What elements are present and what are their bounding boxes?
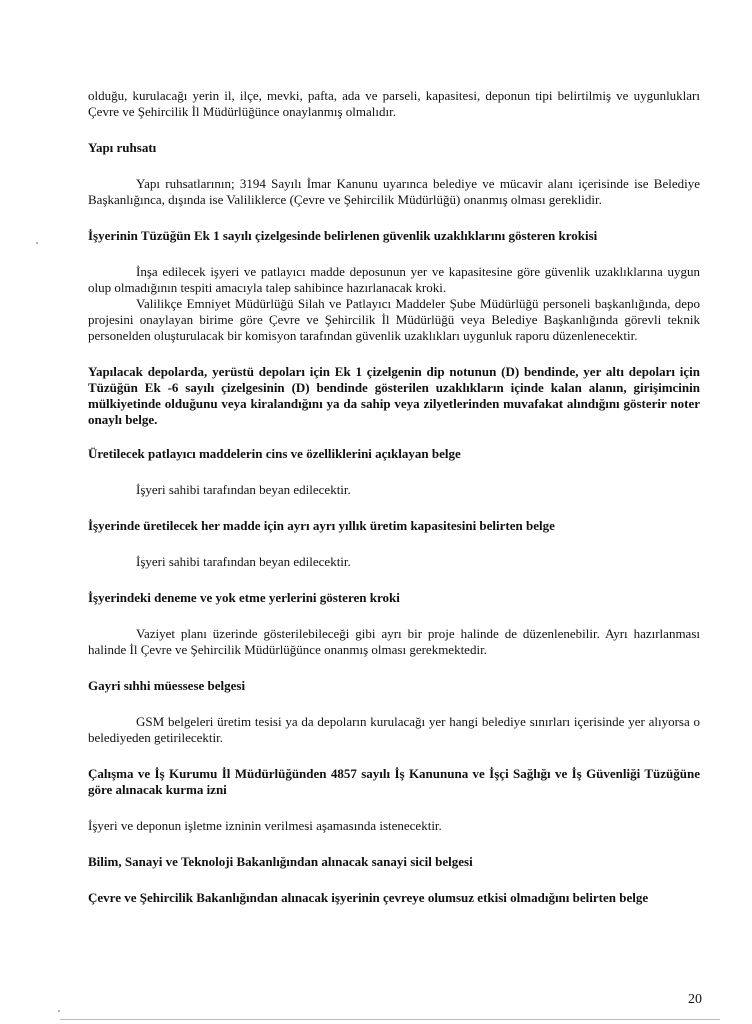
paragraph-owner-declaration-2: İşyeri sahibi tarafından beyan edilecektir. xyxy=(136,554,351,569)
heading-industry-registry: Bilim, Sanayi ve Teknoloji Bakanlığından alınacak sanayi sicil belgesi xyxy=(88,854,473,869)
paragraph-commission-report: Valilikçe Emniyet Müdürlüğü Silah ve Patlayıcı Maddeler Şube Müdürlüğü personeli başkanlığında, depo projesini onaylayan birime göre Çevre ve Şehircilik İl Müdürlüğü veya Belediye Başkanlığında görevli teknik personelden oluşturulacak bir komisyon tarafından güvenlik uzaklıkları uygunluk raporu düzenlenecektir. xyxy=(88,296,700,343)
heading-work-permit: Çalışma ve İş Kurumu İl Müdürlüğünden 4857 sayılı İş Kanununa ve İşçi Sağlığı ve İş Güvenliği Tüzüğüne göre alınacak kurma izni xyxy=(88,766,700,797)
heading-explosive-properties: Üretilecek patlayıcı maddelerin cins ve özelliklerini açıklayan belge xyxy=(88,446,461,461)
paragraph-owner-declaration-1: İşyeri sahibi tarafından beyan edilecektir. xyxy=(136,482,351,497)
paragraph-continuation: olduğu, kurulacağı yerin il, ilçe, mevki, pafta, ada ve parseli, kapasitesi, deponun tipi belirtilmiş ve uygunlukları Çevre ve Şehircilik İl Müdürlüğünce onaylanmış olmalıdır. xyxy=(88,88,700,119)
scan-speck xyxy=(36,242,38,244)
document-body xyxy=(88,88,700,906)
heading-environment-certificate: Çevre ve Şehircilik Bakanlığından alınacak işyerinin çevreye olumsuz etkisi olmadığını belirten belge xyxy=(88,890,649,905)
scan-edge-line xyxy=(60,1019,720,1020)
page-number: 20 xyxy=(688,992,702,1007)
heading-building-permit: Yapı ruhsatı xyxy=(88,140,157,155)
heading-test-disposal-sketch: İşyerindeki deneme ve yok etme yerlerini gösteren kroki xyxy=(88,590,400,605)
paragraph-site-plan: Vaziyet planı üzerinde gösterilebileceği gibi ayrı bir proje halinde de düzenlenebilir. Ayrı hazırlanması halinde İl Çevre ve Şehircilik Müdürlüğünce onanmış olması gerekmektedir. xyxy=(88,626,700,657)
heading-gsm-certificate: Gayri sıhhi müessese belgesi xyxy=(88,678,246,693)
heading-notarized-document: Yapılacak depolarda, yerüstü depoları için Ek 1 çizelgenin dip notunun (D) bendinde, yer altı depoları için Tüzüğün Ek -6 sayılı çizelgesinin (D) bendinde gösterilen uzaklıkların içinde kalan alanın, girişimcinin mülkiyetinde olduğunu veya kiralandığını ya da sahip veya zilyetlerinden muvafakat alındığını gösterir noter onaylı belge. xyxy=(88,364,700,427)
paragraph-work-permit: İşyeri ve deponun işletme izninin verilmesi aşamasında istenecektir. xyxy=(88,818,442,833)
scan-speck xyxy=(58,1010,60,1012)
heading-safety-distance-sketch: İşyerinin Tüzüğün Ek 1 sayılı çizelgesinde belirlenen güvenlik uzaklıklarını gösteren krokisi xyxy=(88,228,598,243)
paragraph-gsm-certificate: GSM belgeleri üretim tesisi ya da depoların kurulacağı yer hangi belediye sınırları içerisinde yer alıyorsa o belediyeden getirilecektir. xyxy=(88,714,700,745)
heading-annual-capacity: İşyerinde üretilecek her madde için ayrı ayrı yıllık üretim kapasitesini belirten belge xyxy=(88,518,555,533)
paragraph-sketch-purpose: İnşa edilecek işyeri ve patlayıcı madde deposunun yer ve kapasitesine göre güvenlik uzaklıklarına uygun olup olmadığının tespiti amacıyla talep sahibince hazırlanacak kroki. xyxy=(88,264,700,295)
paragraph-building-permit: Yapı ruhsatlarının; 3194 Sayılı İmar Kanunu uyarınca belediye ve mücavir alanı içerisinde ise Belediye Başkanlığınca, dışında ise Valiliklerce (Çevre ve Şehircilik Müdürlüğü) onanmış olması gereklidir. xyxy=(88,176,700,207)
